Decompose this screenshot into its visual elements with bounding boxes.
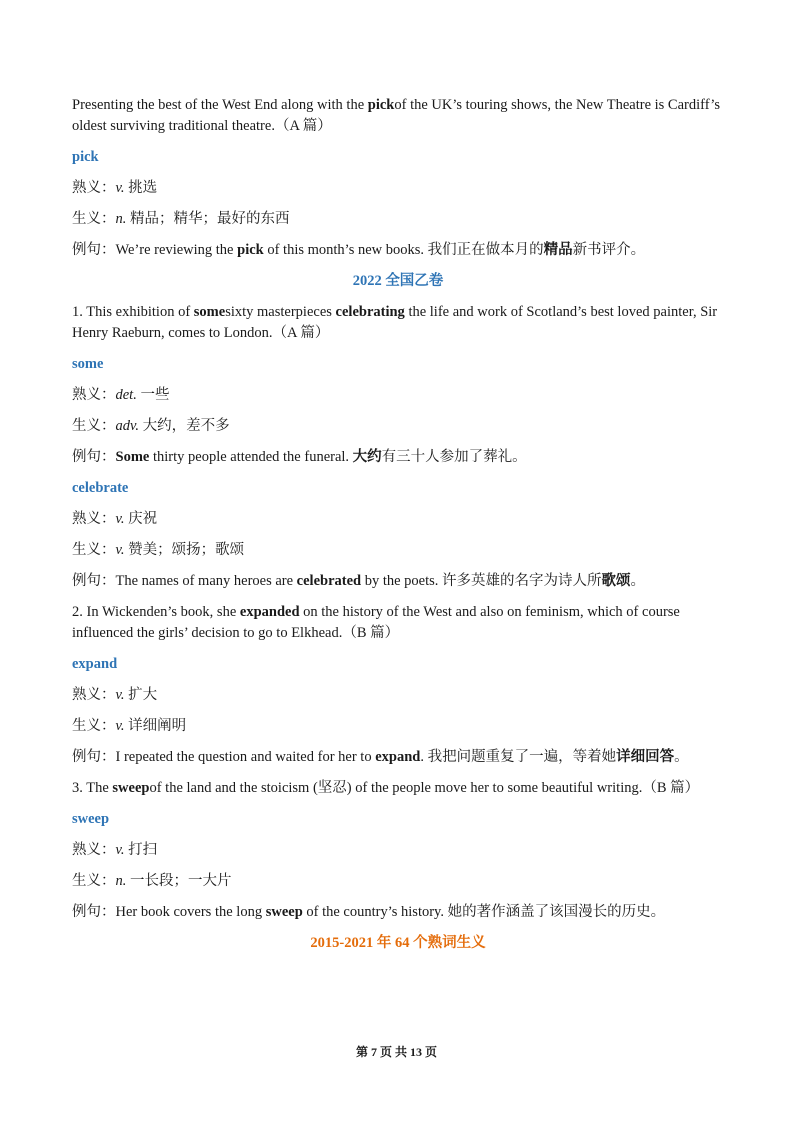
familiar-meaning: 熟义：v. 庆祝 <box>72 511 158 527</box>
source-sentence: 3. The sweepof the land and the stoicism (坚忍) of the people move her to some beautiful writing.（B 篇） <box>72 780 700 796</box>
vocab-word: some <box>72 356 104 372</box>
familiar-meaning: 熟义：det. 一些 <box>72 387 170 403</box>
section-heading-2015-2021: 2015-2021 年 64 个熟词生义 <box>310 935 486 951</box>
example-sentence: 例句：The names of many heroes are celebrated by the poets. 许多英雄的名字为诗人所歌颂。 <box>72 573 646 589</box>
source-sentence: Presenting the best of the West End along with the pickof the UK’s touring shows, the New Theatre is Cardiff’s oldest surviving traditional theatre.（A 篇） <box>72 97 721 134</box>
source-sentence: 2. In Wickenden’s book, she expanded on the history of the West and also on feminism, which of course influenced the girls’ decision to go to Elkhead.（B 篇） <box>72 604 680 641</box>
vocab-word: celebrate <box>72 480 129 496</box>
example-sentence: 例句：Some thirty people attended the funeral. 大约有三十人参加了葬礼。 <box>72 449 527 465</box>
source-sentence: 1. This exhibition of somesixty masterpieces celebrating the life and work of Scotland’s best loved painter, Sir Henry Raeburn, comes to London.（A 篇） <box>72 304 718 341</box>
section-heading-2022: 2022 全国乙卷 <box>352 273 444 289</box>
example-sentence: 例句：We’re reviewing the pick of this month’s new books. 我们正在做本月的精品新书评介。 <box>72 242 646 258</box>
unfamiliar-meaning: 生义：v. 详细阐明 <box>72 718 187 734</box>
unfamiliar-meaning: 生义：n. 一长段；一大片 <box>72 873 232 889</box>
vocab-word: expand <box>72 656 118 672</box>
vocab-word: sweep <box>72 811 110 827</box>
document-body <box>72 95 724 964</box>
familiar-meaning: 熟义：v. 挑选 <box>72 180 158 196</box>
example-sentence: 例句：I repeated the question and waited for her to expand. 我把问题重复了一遍，等着她详细回答。 <box>72 749 689 765</box>
page-footer: 第 7 页 共 13 页 <box>355 1045 437 1059</box>
vocab-word: pick <box>72 149 99 165</box>
example-sentence: 例句：Her book covers the long sweep of the country’s history. 她的著作涵盖了该国漫长的历史。 <box>72 904 666 920</box>
unfamiliar-meaning: 生义：adv. 大约，差不多 <box>72 418 230 434</box>
familiar-meaning: 熟义：v. 打扫 <box>72 842 158 858</box>
familiar-meaning: 熟义：v. 扩大 <box>72 687 158 703</box>
unfamiliar-meaning: 生义：n. 精品；精华；最好的东西 <box>72 211 290 227</box>
unfamiliar-meaning: 生义：v. 赞美；颂扬；歌颂 <box>72 542 245 558</box>
